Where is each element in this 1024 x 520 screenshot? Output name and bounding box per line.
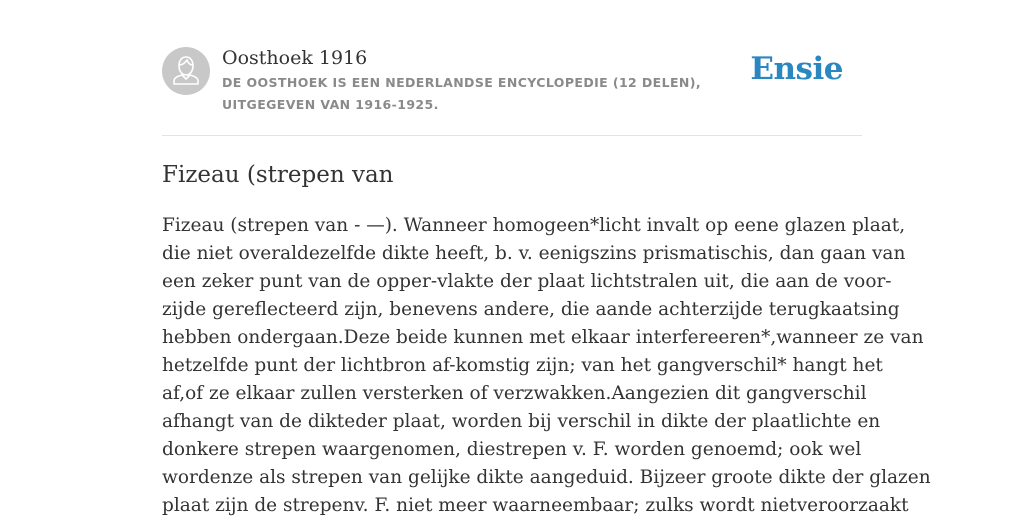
ensie-logo[interactable]: Ensie bbox=[750, 51, 843, 87]
article-line: hetzelfde punt der lichtbron af-komstig zijn; van het gangverschil* hangt het bbox=[162, 355, 883, 376]
article-line: donkere strepen waargenomen, diestrepen v. F. worden genoemd; ook wel bbox=[162, 439, 862, 460]
source-description: DE OOSTHOEK IS EEN NEDERLANDSE ENCYCLOPEDIE (12 DELEN), UITGEGEVEN VAN 1916-1925. bbox=[222, 75, 702, 112]
source-header bbox=[162, 46, 862, 136]
article-line: hebben ondergaan.Deze beide kunnen met elkaar interfereeren*,wanneer ze van bbox=[162, 327, 924, 348]
article-line: wordenze als strepen van gelijke dikte aangeduid. Bijzeer groote dikte der glazen bbox=[162, 467, 931, 488]
article-line: Fizeau (strepen van - —). Wanneer homogeen*licht invalt op eene glazen plaat, bbox=[162, 215, 906, 236]
user-icon bbox=[162, 47, 210, 95]
page-title: Fizeau (strepen van bbox=[162, 162, 394, 188]
article-line: af,of ze elkaar zullen versterken of verzwakken.Aangezien dit gangverschil bbox=[162, 383, 867, 404]
avatar[interactable] bbox=[162, 47, 210, 95]
source-title[interactable]: Oosthoek 1916 bbox=[222, 47, 368, 69]
article-line: een zeker punt van de opper-vlakte der plaat lichtstralen uit, die aan de voor- bbox=[162, 271, 892, 292]
article-line: afhangt van de dikteder plaat, worden bij verschil in dikte der plaatlichte en bbox=[162, 411, 881, 432]
article-body bbox=[162, 212, 931, 520]
article-line: die niet overaldezelfde dikte heeft, b. v. eenigszins prismatischis, dan gaan van bbox=[162, 243, 906, 264]
article-line: plaat zijn de strepenv. F. niet meer waarneembaar; zulks wordt nietveroorzaakt bbox=[162, 495, 909, 516]
header-divider bbox=[162, 135, 862, 136]
article-line: zijde gereflecteerd zijn, benevens andere, die aande achterzijde terugkaatsing bbox=[162, 299, 900, 320]
